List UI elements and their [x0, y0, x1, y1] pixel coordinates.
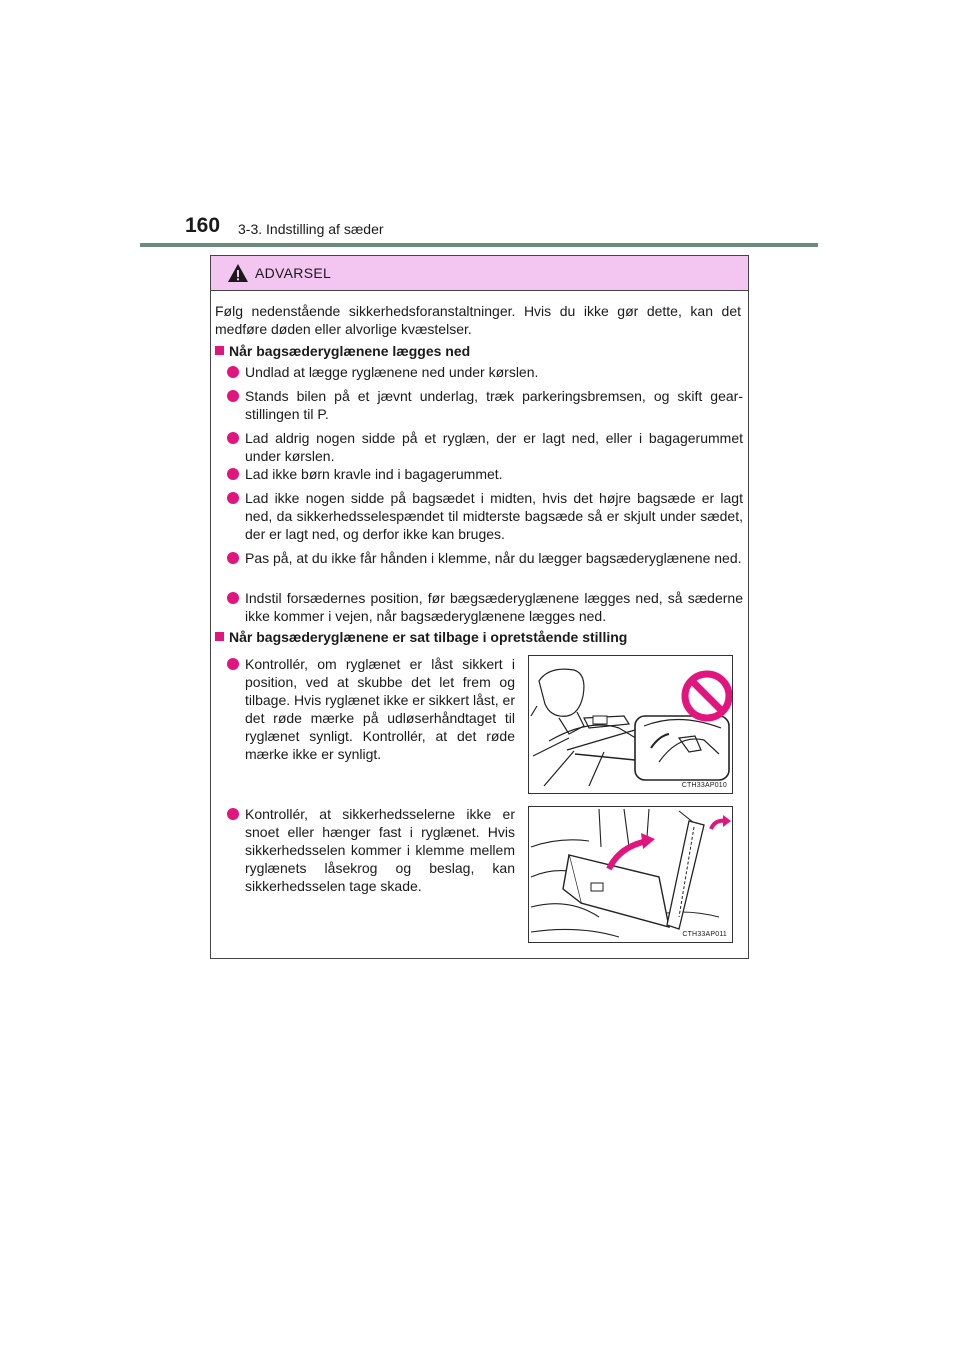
- list-item: Lad aldrig nogen sidde på et ryglæn, der er lagt ned, eller i bagagerummet under kørslen.: [245, 429, 743, 465]
- bullet-dot-icon: [227, 808, 239, 820]
- bullet-dot-icon: [227, 552, 239, 564]
- seatback-illustration-image: [529, 656, 732, 793]
- figure-seatbelt-check: [528, 806, 733, 943]
- bullet-dot-icon: [227, 492, 239, 504]
- warning-intro: Følg nedenstående sikkerhedsforanstaltninger. Hvis du ikke gør dette, kan det medføre døden eller alvorlige kvæstelser.: [215, 303, 741, 337]
- list-item: Lad ikke børn kravle ind i bagagerummet.: [245, 465, 743, 483]
- bullet-dot-icon: [227, 658, 239, 670]
- warning-header: [211, 256, 748, 291]
- page-number: 160: [185, 214, 221, 237]
- bullet-dot-icon: [227, 390, 239, 402]
- warning-triangle-icon: [227, 263, 249, 283]
- bullet-dot-icon: [227, 468, 239, 480]
- heading-square-icon: [215, 346, 224, 355]
- section-heading-upright: [215, 628, 627, 646]
- bullet-dot-icon: [227, 592, 239, 604]
- section-heading-fold-down: [215, 342, 470, 360]
- figure-code: CTH33AP010: [681, 782, 727, 789]
- list-item: Kontrollér, at sikkerhedsselerne ikke er snoet eller hænger fast i ryglænet. Hvis sikkerhedsselen kommer i klemme mellem ryglænets låsekrog og beslag, kan sikkerhedsselen tage skade.: [245, 805, 515, 895]
- list-item: Stands bilen på et jævnt underlag, træk parkeringsbremsen, og skift gear-stillingen til P.: [245, 387, 743, 423]
- seatbelt-illustration-image: [529, 807, 732, 942]
- bullet-dot-icon: [227, 432, 239, 444]
- list-item: Lad ikke nogen sidde på bagsædet i midten, hvis det højre bagsæde er lagt ned, da sikkerhedsselespændet til midterste bagsæde så er skjult under sædet, der er lagt ned, og derfor ikke kan bruges.: [245, 489, 743, 543]
- list-item: Pas på, at du ikke får hånden i klemme, når du lægger bagsæderyglænene ned.: [245, 549, 743, 567]
- list-item: Undlad at lægge ryglænene ned under kørslen.: [245, 363, 743, 381]
- bullet-dot-icon: [227, 366, 239, 378]
- section-heading-text: Når bagsæderyglænene er sat tilbage i opretstående stilling: [229, 629, 628, 645]
- header-rule: [140, 243, 818, 247]
- list-item: Kontrollér, om ryglænet er låst sikkert i position, ved at skubbe det let frem og tilbage. Hvis ryglænet ikke er sikkert låst, er det røde mærke på udløserhåndtaget til ryglænet synligt. Kontrollér, at det røde mærke ikke er synligt.: [245, 655, 515, 763]
- warning-title: ADVARSEL: [255, 265, 332, 281]
- heading-square-icon: [215, 632, 224, 641]
- section-heading-text: Når bagsæderyglænene lægges ned: [229, 343, 471, 359]
- warning-box: [210, 255, 749, 959]
- list-item: Indstil forsædernes position, før bægsæderyglænene lægges ned, så sæderne ikke kommer i vejen, når bagsæderyglænene lægges ned.: [245, 589, 743, 625]
- figure-seatback-lock: [528, 655, 733, 794]
- section-title: 3-3. Indstilling af sæder: [238, 221, 384, 237]
- figure-code: CTH33AP011: [682, 931, 727, 938]
